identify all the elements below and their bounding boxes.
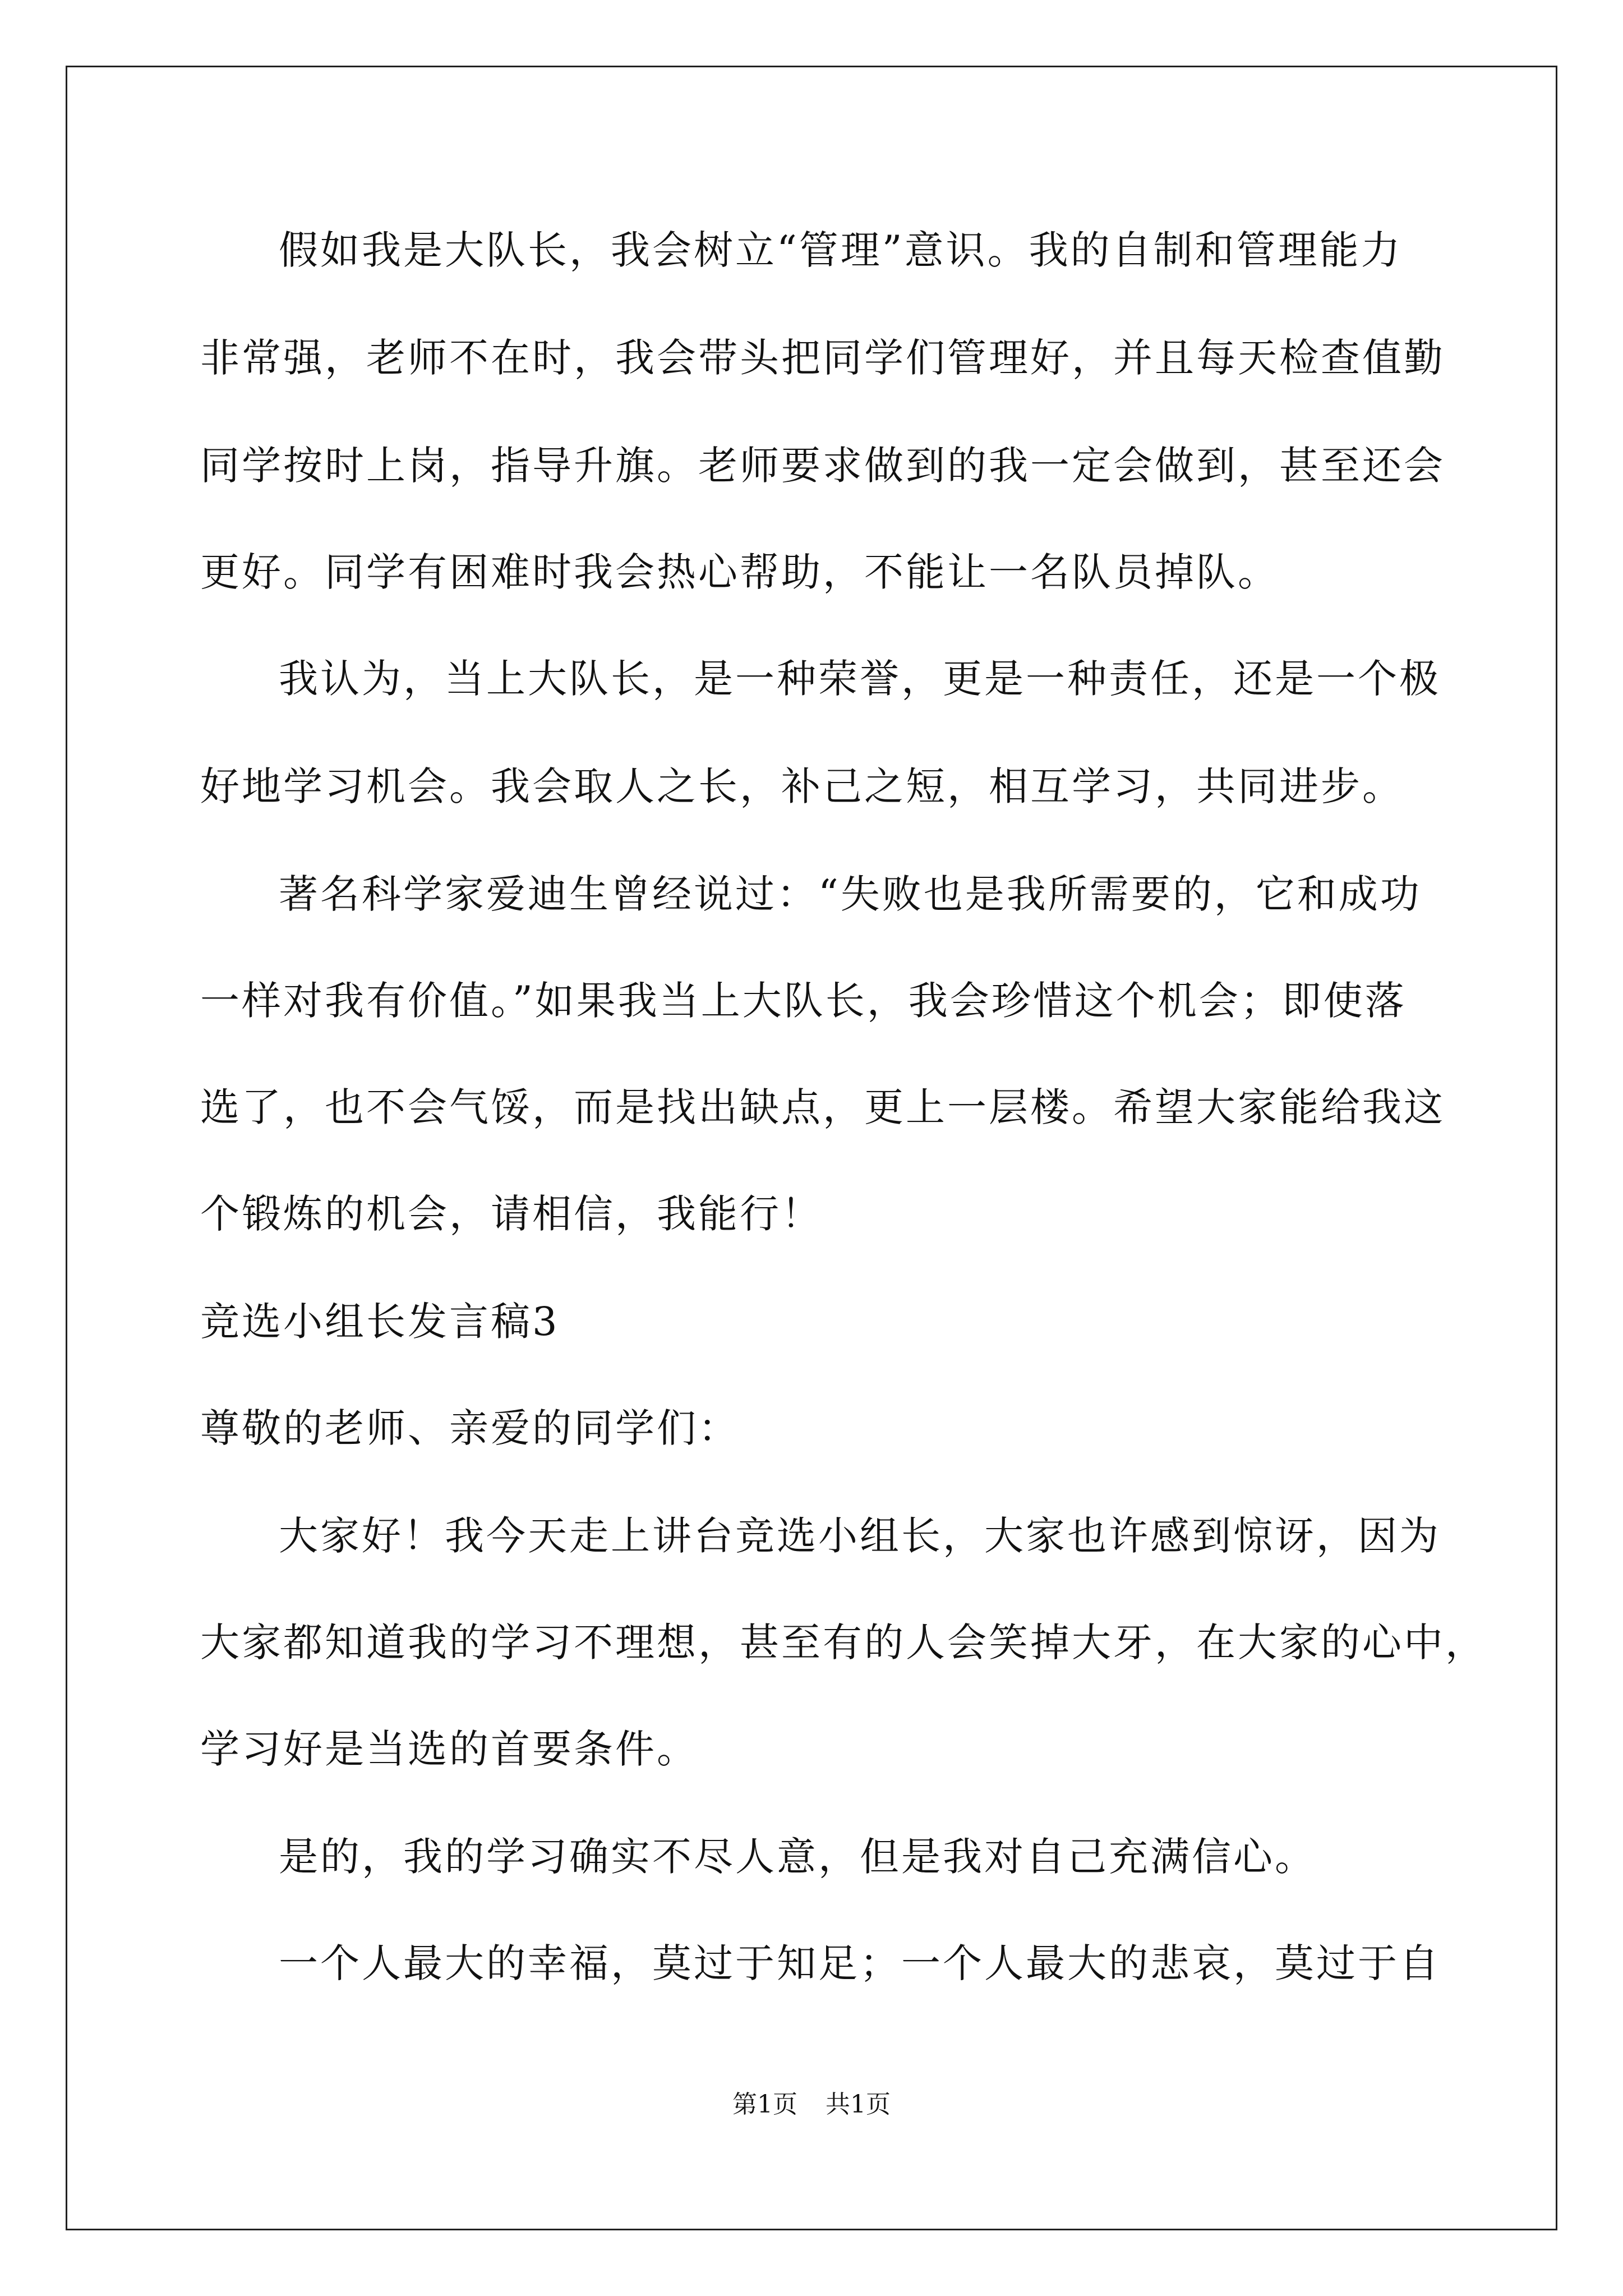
paragraph-line: 我认为，当上大队长，是一种荣誉，更是一种责任，还是一个极 [279,656,1441,702]
paragraph-line: 假如我是大队长，我会树立“管理”意识。我的自制和管理能力 [279,227,1403,273]
page-number: 第1页 [732,2090,797,2119]
paragraph-line: 个锻炼的机会，请相信，我能行！ [200,1191,823,1237]
page-border [66,66,1557,2230]
paragraph-line: 著名科学家爱迪生曾经说过：“失败也是我所需要的，它和成功 [279,871,1422,917]
paragraph-line: 选了，也不会气馁，而是找出缺点，更上一层楼。希望大家能给我这 [200,1084,1445,1130]
paragraph-line: 更好。同学有困难时我会热心帮助，不能让一名队员掉队。 [200,549,1279,595]
paragraph-line: 是的，我的学习确实不尽人意，但是我对自己充满信心。 [279,1834,1316,1880]
salutation: 尊敬的老师、亲爱的同学们： [200,1405,740,1451]
paragraph-line: 好地学习机会。我会取人之长，补己之短，相互学习，共同进步。 [200,763,1404,809]
paragraph-line: 大家好！我今天走上讲台竞选小组长，大家也许感到惊讶，因为 [279,1513,1441,1559]
paragraph-line: 一样对我有价值。”如果我当上大队长，我会珍惜这个机会；即使落 [200,978,1407,1024]
paragraph-line: 大家都知道我的学习不理想，甚至有的人会笑掉大牙，在大家的心中， [200,1619,1487,1665]
paragraph-line: 一个人最大的幸福，莫过于知足；一个人最大的悲哀，莫过于自 [279,1940,1441,1986]
paragraph-line: 非常强，老师不在时，我会带头把同学们管理好，并且每天检查值勤 [200,335,1445,381]
paragraph-line: 同学按时上岗，指导升旗。老师要求做到的我一定会做到，甚至还会 [200,443,1445,489]
section-heading: 竞选小组长发言稿3 [200,1299,560,1345]
page-footer [0,2088,1623,2122]
paragraph-line: 学习好是当选的首要条件。 [200,1726,698,1772]
page-total: 共1页 [826,2090,891,2119]
